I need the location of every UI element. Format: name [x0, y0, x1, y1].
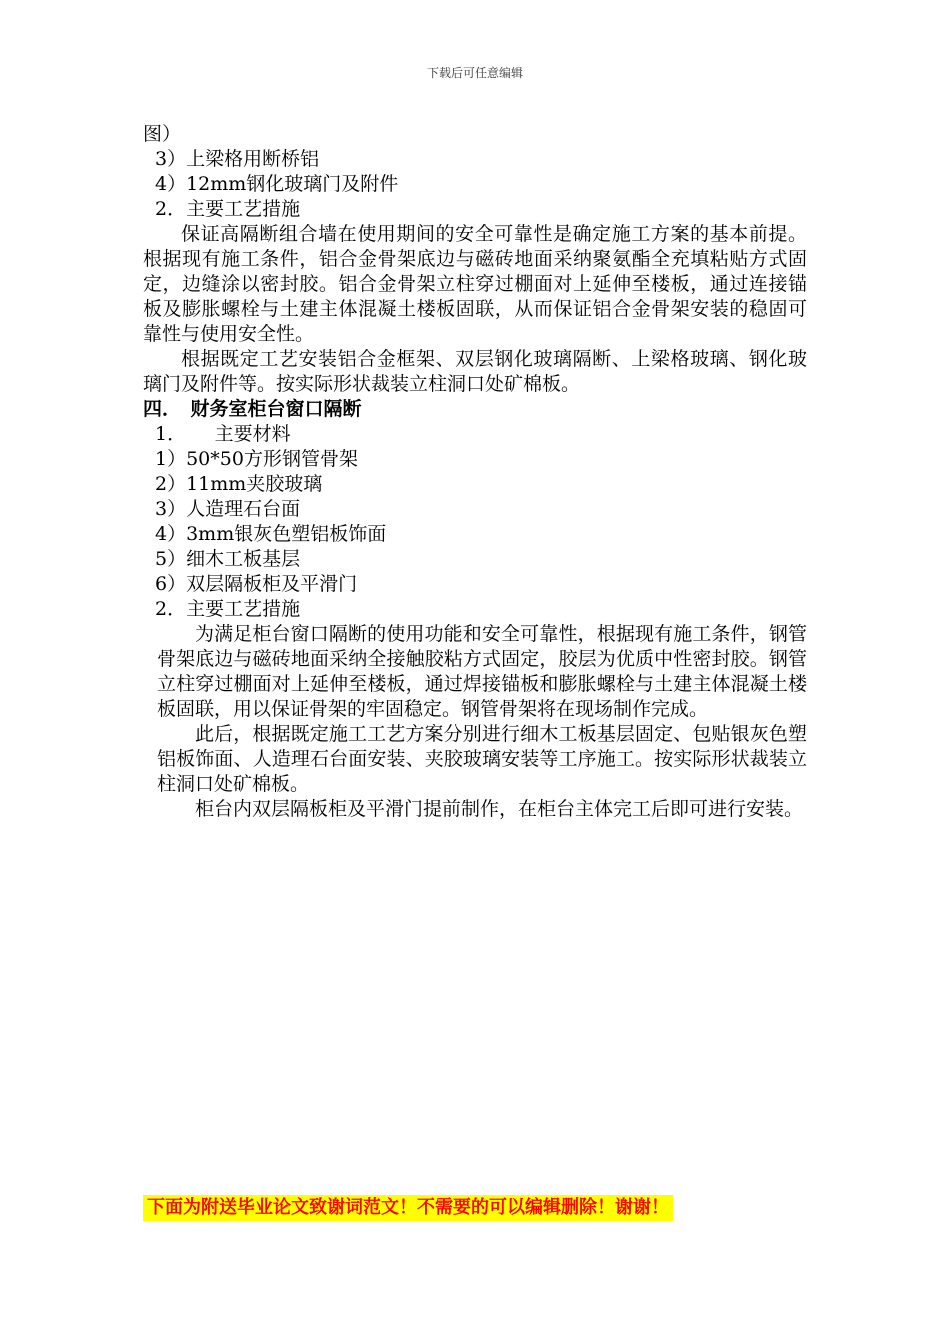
- paragraph: 保证高隔断组合墙在使用期间的安全可靠性是确定施工方案的基本前提。根据现有施工条件，铝合金骨架底边与磁砖地面采纳聚氨酯全充填粘贴方式固定，边缝涂以密封胶。铝合金骨架立柱穿过棚面对上延伸至楼板，通过连接锚板及膨胀螺栓与土建主体混凝土楼板固联，从而保证铝合金骨架安装的稳固可靠性与使用安全性。: [143, 223, 807, 345]
- list-item: 4）12mm钢化玻璃门及附件: [155, 173, 399, 195]
- list-item: 4）3mm银灰色塑铝板饰面: [155, 523, 387, 545]
- list-item: 2）11mm夹胶玻璃: [155, 473, 323, 495]
- section-heading: 四． 财务室柜台窗口隔断: [143, 398, 362, 420]
- sub-heading: 2．主要工艺措施: [155, 198, 301, 220]
- list-item: 1）50*50方形钢管骨架: [155, 448, 358, 470]
- document-body: [143, 122, 807, 822]
- list-item: 5）细木工板基层: [155, 548, 301, 570]
- paragraph: 此后，根据既定施工工艺方案分别进行细木工板基层固定、包贴银灰色塑铝板饰面、人造理石台面安装、夹胶玻璃安装等工序施工。按实际形状裁装立柱洞口处矿棉板。: [157, 723, 807, 795]
- appendix-banner: 下面为附送毕业论文致谢词范文！不需要的可以编辑删除！谢谢！: [143, 1195, 673, 1221]
- sub-heading: 2．主要工艺措施: [155, 598, 301, 620]
- paragraph: 为满足柜台窗口隔断的使用功能和安全可靠性，根据现有施工条件，钢管骨架底边与磁砖地面采纳全接触胶粘方式固定，胶层为优质中性密封胶。钢管立柱穿过棚面对上延伸至楼板，通过焊接锚板和膨胀螺栓与土建主体混凝土楼板固联，用以保证骨架的牢固稳定。钢管骨架将在现场制作完成。: [157, 623, 807, 720]
- text-line: 图）: [143, 123, 182, 145]
- list-item: 3）人造理石台面: [155, 498, 301, 520]
- banner-container: [143, 1195, 803, 1221]
- paragraph: 柜台内双层隔板柜及平滑门提前制作，在柜台主体完工后即可进行安装。: [195, 798, 804, 820]
- page-header: 下载后可任意编辑: [426, 66, 523, 80]
- paragraph: 根据既定工艺安装铝合金框架、双层钢化玻璃隔断、上梁格玻璃、钢化玻璃门及附件等。按实际形状裁装立柱洞口处矿棉板。: [143, 348, 807, 395]
- sub-heading: 1． 主要材料: [155, 423, 291, 445]
- list-item: 3）上梁格用断桥铝: [155, 148, 320, 170]
- list-item: 6）双层隔板柜及平滑门: [155, 573, 358, 595]
